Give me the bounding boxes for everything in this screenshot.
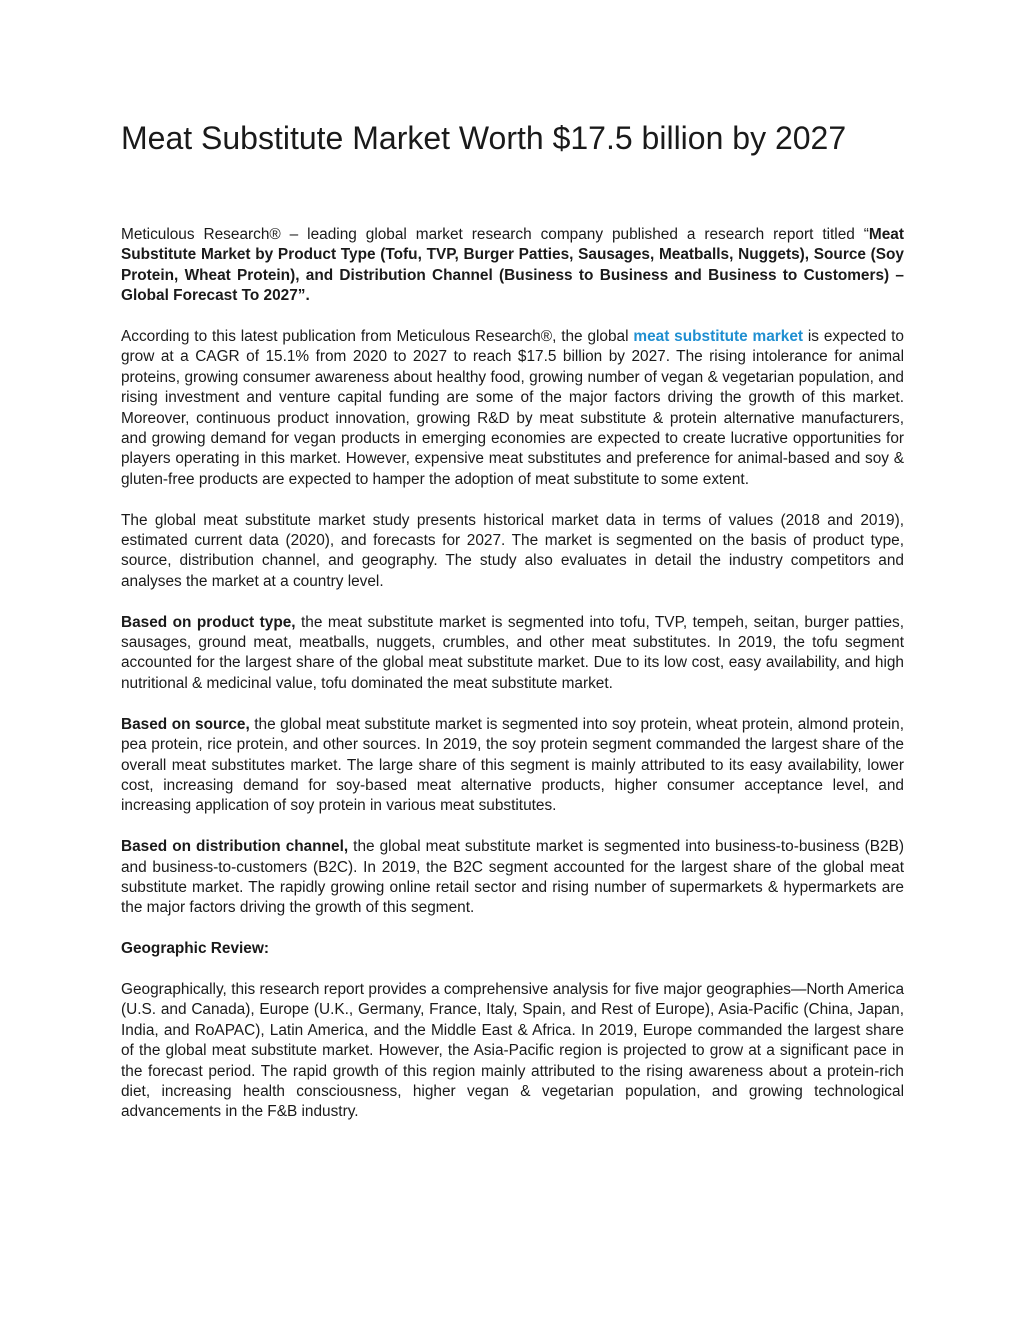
- geography-paragraph: Geographically, this research report provides a comprehensive analysis for five major geographies—North America (U.S. and Canada), Europe (U.K., Germany, France, Italy, Spain, and Rest of Europe), Asia-Pacific (China, Japan, India, and RoAPAC), Latin America, and the Middle East & Africa. In 2019, Europe commanded the largest share of the global meat substitute market. However, the Asia-Pacific region is projected to grow at a significant pace in the forecast period. The rapid growth of this region mainly attributed to the rising awareness about a protein-rich diet, increasing health consciousness, higher vegan & vegetarian population, and growing technological advancements in the F&B industry.: [121, 980, 904, 1121]
- intro-paragraph: [121, 225, 904, 307]
- growth-text-start: According to this latest publication from Meticulous Research®, the global: [121, 328, 634, 346]
- source-paragraph: [121, 715, 904, 817]
- source-lead: Based on source,: [121, 715, 250, 733]
- page-title: Meat Substitute Market Worth $17.5 billion by 2027: [121, 120, 847, 156]
- distribution-channel-lead: Based on distribution channel,: [121, 838, 349, 856]
- market-growth-paragraph: [121, 327, 904, 490]
- distribution-channel-text: the global meat substitute market is segmented into business-to-business (B2B) and business-to-customers (B2C). In 2019, the B2C segment accounted for the largest share of the global meat substitute market. The rapidly growing online retail sector and rising number of supermarkets & hypermarkets are the major factors driving the growth of this segment.: [121, 838, 904, 917]
- intro-text: Meticulous Research® – leading global market research company published a research report titled “: [121, 226, 869, 243]
- distribution-channel-paragraph: [121, 837, 904, 919]
- meat-substitute-market-link[interactable]: meat substitute market: [633, 328, 804, 346]
- study-scope-paragraph: The global meat substitute market study presents historical market data in terms of values (2018 and 2019), estimated current data (2020), and forecasts for 2027. The market is segmented on the basis of product type, source, distribution channel, and geography. The study also evaluates in detail the industry competitors and analyses the market at a country level.: [121, 511, 904, 590]
- report-title: Meat Substitute Market by Product Type (Tofu, TVP, Burger Patties, Sausages, Meatballs, Nuggets), Source (Soy Protein, Wheat Protein), and Distribution Channel (Business to Business and Business to Customers) – Global Forecast To 2027”.: [121, 226, 904, 305]
- geographic-review-heading-text: Geographic Review:: [121, 940, 269, 958]
- product-type-lead: Based on product type,: [121, 613, 296, 631]
- growth-text-rest: is expected to grow at a CAGR of 15.1% from 2020 to 2027 to reach $17.5 billion by 2027. The rising intolerance for animal proteins, growing consumer awareness about healthy food, growing number of vegan & vegetarian population, and rising investment and venture capital funding are some of the major factors driving the growth of this market. Moreover, continuous product innovation, growing R&D by meat substitute & protein alternative manufacturers, and growing demand for vegan products in emerging economies are expected to create lucrative opportunities for players operating in this market. However, expensive meat substitutes and preference for animal-based and soy & gluten-free products are expected to hamper the adoption of meat substitute to some extent.: [121, 328, 904, 488]
- product-type-text: the meat substitute market is segmented into tofu, TVP, tempeh, seitan, burger patties, sausages, ground meat, meatballs, nuggets, crumbles, and other meat substitutes. In 2019, the tofu segment accounted for the largest share of the global meat substitute market. Due to its low cost, easy availability, and high nutritional & medicinal value, tofu dominated the meat substitute market.: [121, 613, 904, 692]
- product-type-paragraph: [121, 613, 904, 695]
- source-text: the global meat substitute market is segmented into soy protein, wheat protein, almond protein, pea protein, rice protein, and other sources. In 2019, the soy protein segment commanded the largest share of the overall meat substitutes market. The large share of this segment is mainly attributed to its easy availability, lower cost, increasing demand for soy-based meat alternative products, higher consumer acceptance level, and increasing application of soy protein in various meat substitutes.: [121, 715, 905, 815]
- geographic-review-heading: [121, 939, 904, 959]
- article-body: [121, 225, 904, 1143]
